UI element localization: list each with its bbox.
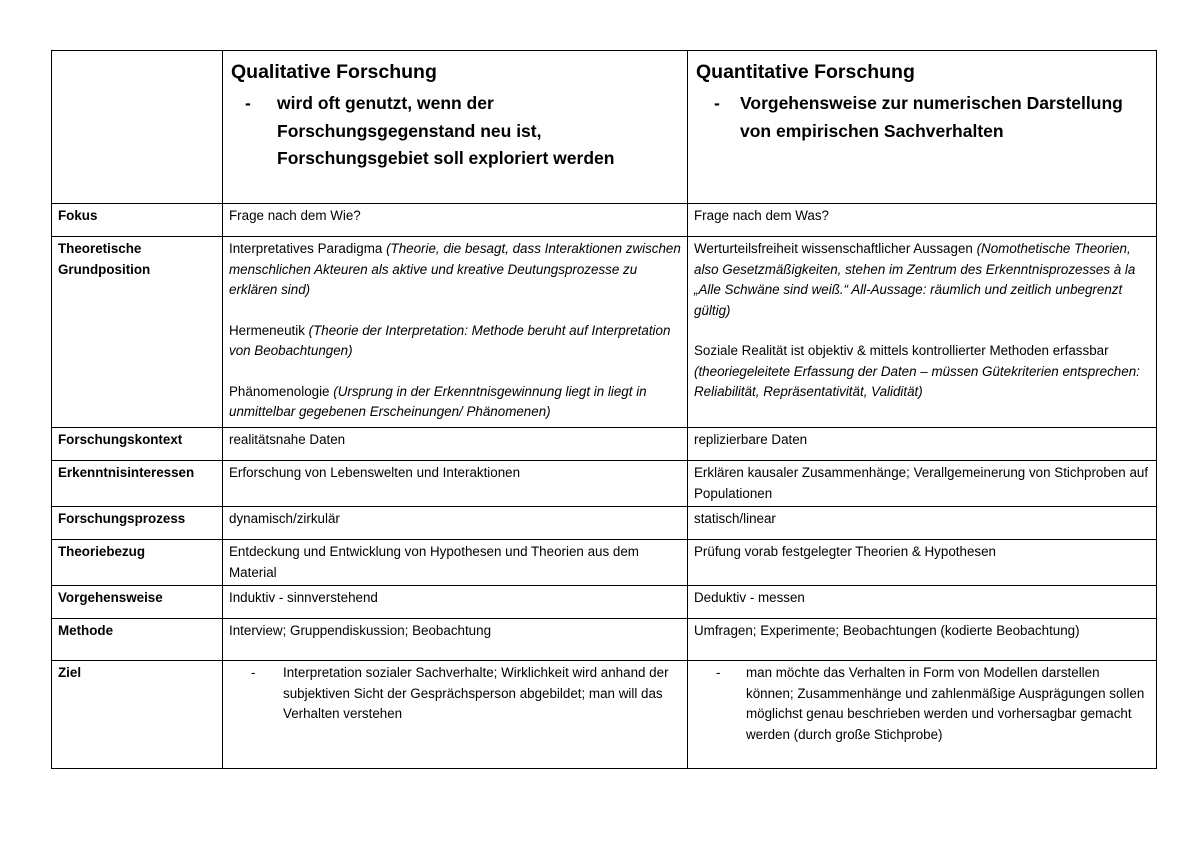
table-row: [52, 204, 1157, 237]
term: Interpretatives Paradigma: [229, 241, 383, 256]
quantitative-bullet: [696, 90, 1150, 145]
cell-quantitative: statisch/linear: [688, 507, 1157, 540]
cell-quantitative: Umfragen; Experimente; Beobachtungen (kodierte Beobachtung): [688, 619, 1157, 661]
explanation: (theoriegeleitete Erfassung der Daten – müssen Gütekriterien entsprechen: Reliabilität, Repräsentativität, Validität): [694, 363, 1140, 399]
qualitative-bullet: [231, 90, 681, 173]
bullet-item: [229, 663, 681, 725]
qualitative-header-cell: [223, 51, 688, 204]
row-label-vorgehensweise: Vorgehensweise: [52, 586, 223, 619]
qualitative-bullet-text: wird oft genutzt, wenn der Forschungsgegenstand neu ist, Forschungsgebiet soll exploriert werden: [277, 93, 615, 168]
comparison-table: [51, 50, 1157, 769]
bullet-text: Interpretation sozialer Sachverhalte; Wirklichkeit wird anhand der subjektiven Sicht der Gesprächsperson abgebildet; man will das Verhalten verstehen: [283, 665, 669, 721]
table-row: [52, 661, 1157, 769]
table-row: [52, 237, 1157, 428]
bullet-item: [694, 663, 1150, 745]
bullet-text: man möchte das Verhalten in Form von Modellen darstellen können; Zusammenhänge und zahlenmäßige Ausprägungen sollen möglichst genau beschrieben werden und vorhersagbar gemacht werden (durch große Stichprobe): [746, 665, 1145, 742]
cell-quantitative: Prüfung vorab festgelegter Theorien & Hypothesen: [688, 540, 1157, 586]
row-label-forschungsprozess: Forschungsprozess: [52, 507, 223, 540]
qualitative-title: Qualitative Forschung: [231, 61, 437, 83]
cell-quantitative: Frage nach dem Was?: [688, 204, 1157, 237]
term: Phänomenologie: [229, 383, 330, 399]
table-row: [52, 428, 1157, 461]
cell-quantitative: Erklären kausaler Zusammenhänge; Verallgemeinerung von Stichproben auf Populationen: [688, 461, 1157, 507]
cell-qualitative: [223, 661, 688, 769]
quantitative-header-cell: [688, 51, 1157, 204]
cell-qualitative: Frage nach dem Wie?: [223, 204, 688, 237]
empty-corner-cell: [52, 51, 223, 204]
row-label-methode: Methode: [52, 619, 223, 661]
quantitative-bullet-text: Vorgehensweise zur numerischen Darstellung von empirischen Sachverhalten: [740, 93, 1123, 141]
row-label-forschungskontext: Forschungskontext: [52, 428, 223, 461]
table-row: [52, 461, 1157, 507]
bullet-dash: -: [714, 93, 720, 113]
explanation: (Nomothetische Theorien, also Gesetzmäßigkeiten, stehen im Zentrum des Erkenntnisprozesses à la „Alle Schwäne sind weiß.“ All-Aussage: räumlich und zeitlich unbegrenzt gültig): [694, 241, 1136, 318]
cell-quantitative: [688, 237, 1157, 428]
explanation: (Theorie, die besagt, dass Interaktionen zwischen menschlichen Akteuren als aktive und kreative Deutungsprozesse zu erklären sind): [229, 241, 681, 297]
header-row: [52, 51, 1157, 204]
explanation: (Theorie der Interpretation: Methode beruht auf Interpretation von Beobachtungen): [229, 322, 671, 358]
explanation: (Ursprung in der Erkenntnisgewinnung liegt in liegt in unmittelbar gegebenen Erscheinungen/ Phänomenen): [229, 383, 647, 419]
cell-qualitative: dynamisch/zirkulär: [223, 507, 688, 540]
cell-qualitative: Entdeckung und Entwicklung von Hypothesen und Theorien aus dem Material: [223, 540, 688, 586]
cell-qualitative: Erforschung von Lebenswelten und Interaktionen: [223, 461, 688, 507]
term: Werturteilsfreiheit wissenschaftlicher Aussagen: [694, 241, 973, 256]
row-label-erkenntnisinteressen: Erkenntnisinteressen: [52, 461, 223, 507]
row-label-fokus: Fokus: [52, 204, 223, 237]
cell-qualitative: Induktiv - sinnverstehend: [223, 586, 688, 619]
quantitative-title: Quantitative Forschung: [696, 61, 915, 83]
paragraph: [229, 382, 681, 423]
bullet-dash: -: [245, 93, 251, 113]
bullet-dash: -: [251, 665, 256, 680]
table-row: [52, 540, 1157, 586]
cell-quantitative: Deduktiv - messen: [688, 586, 1157, 619]
paragraph: [694, 341, 1150, 403]
row-label-theoriebezug: Theoriebezug: [52, 540, 223, 586]
table-row: [52, 586, 1157, 619]
row-label-ziel: Ziel: [52, 661, 223, 769]
term: Soziale Realität ist objektiv & mittels kontrollierter Methoden erfassbar: [694, 343, 1109, 358]
paragraph: [694, 239, 1150, 321]
cell-qualitative: realitätsnahe Daten: [223, 428, 688, 461]
term: Hermeneutik: [229, 322, 305, 338]
cell-quantitative: [688, 661, 1157, 769]
cell-quantitative: replizierbare Daten: [688, 428, 1157, 461]
paragraph: [229, 239, 681, 301]
cell-qualitative: Interview; Gruppendiskussion; Beobachtung: [223, 619, 688, 661]
bullet-dash: -: [716, 665, 721, 680]
table-row: [52, 619, 1157, 661]
paragraph: [229, 321, 681, 362]
table-row: [52, 507, 1157, 540]
cell-qualitative: [223, 237, 688, 428]
row-label-grundposition: Theoretische Grundposition: [52, 237, 223, 428]
